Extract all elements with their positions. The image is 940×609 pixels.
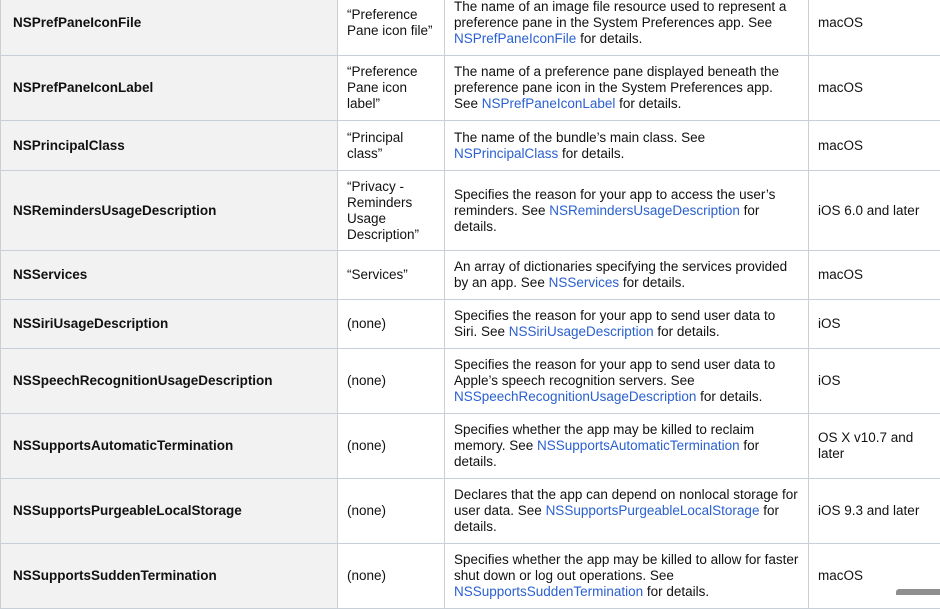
description-suffix: for details. bbox=[696, 389, 762, 404]
name-cell: (none) bbox=[338, 349, 445, 414]
name-cell: (none) bbox=[338, 414, 445, 479]
name-cell: “Principal class” bbox=[338, 121, 445, 171]
doc-link[interactable]: NSPrincipalClass bbox=[454, 146, 558, 161]
doc-link[interactable]: NSSupportsSuddenTermination bbox=[454, 584, 643, 599]
description-text: Declares that the app can depend on nonlocal storage for user data. See bbox=[454, 487, 798, 518]
description-cell bbox=[445, 414, 809, 479]
key-cell: NSSupportsPurgeableLocalStorage bbox=[1, 479, 338, 544]
name-cell: “Services” bbox=[338, 251, 445, 300]
doc-link[interactable]: NSPrefPaneIconLabel bbox=[482, 96, 616, 111]
doc-link[interactable]: NSRemindersUsageDescription bbox=[549, 203, 740, 218]
description-cell bbox=[445, 349, 809, 414]
description-suffix: for details. bbox=[619, 275, 685, 290]
key-cell: NSSiriUsageDescription bbox=[1, 300, 338, 349]
description-text: The name of the bundle’s main class. See bbox=[454, 130, 705, 145]
description-cell bbox=[445, 56, 809, 121]
description-cell bbox=[445, 300, 809, 349]
description-cell bbox=[445, 251, 809, 300]
key-cell: NSPrefPaneIconLabel bbox=[1, 56, 338, 121]
description-text: Specifies whether the app may be killed to allow for faster shut down or log out operations. See bbox=[454, 552, 798, 583]
name-cell: (none) bbox=[338, 544, 445, 609]
name-cell: “Preference Pane icon file” bbox=[338, 0, 445, 56]
platform-cell: macOS bbox=[809, 0, 940, 56]
name-cell: (none) bbox=[338, 479, 445, 544]
doc-link[interactable]: NSSiriUsageDescription bbox=[509, 324, 654, 339]
name-cell: (none) bbox=[338, 300, 445, 349]
key-cell: NSPrincipalClass bbox=[1, 121, 338, 171]
table-row bbox=[1, 0, 940, 56]
table-row bbox=[1, 414, 940, 479]
platform-cell: macOS bbox=[809, 544, 940, 609]
description-suffix: for details. bbox=[454, 203, 759, 234]
description-text: Specifies the reason for your app to send user data to Apple’s speech recognition servers. See bbox=[454, 357, 775, 388]
table-row bbox=[1, 544, 940, 609]
doc-link[interactable]: NSSpeechRecognitionUsageDescription bbox=[454, 389, 696, 404]
platform-cell: macOS bbox=[809, 121, 940, 171]
platform-cell: iOS bbox=[809, 349, 940, 414]
key-cell: NSSupportsSuddenTermination bbox=[1, 544, 338, 609]
table-row bbox=[1, 171, 940, 251]
table-row bbox=[1, 479, 940, 544]
table-row bbox=[1, 121, 940, 171]
platform-cell: OS X v10.7 and later bbox=[809, 414, 940, 479]
doc-link[interactable]: NSSupportsPurgeableLocalStorage bbox=[546, 503, 760, 518]
key-cell: NSSpeechRecognitionUsageDescription bbox=[1, 349, 338, 414]
description-suffix: for details. bbox=[454, 503, 779, 534]
description-cell bbox=[445, 171, 809, 251]
table-row bbox=[1, 251, 940, 300]
description-cell bbox=[445, 479, 809, 544]
description-cell bbox=[445, 0, 809, 56]
platform-cell: macOS bbox=[809, 56, 940, 121]
description-text: Specifies the reason for your app to access the user’s reminders. See bbox=[454, 187, 775, 218]
horizontal-scrollbar-thumb[interactable] bbox=[896, 589, 940, 595]
platform-cell: macOS bbox=[809, 251, 940, 300]
description-text: The name of an image file resource used to represent a preference pane in the System Preferences app. See bbox=[454, 0, 786, 30]
description-cell bbox=[445, 121, 809, 171]
description-text: Specifies the reason for your app to send user data to Siri. See bbox=[454, 308, 775, 339]
description-suffix: for details. bbox=[615, 96, 681, 111]
description-suffix: for details. bbox=[654, 324, 720, 339]
key-cell: NSRemindersUsageDescription bbox=[1, 171, 338, 251]
platform-cell: iOS 9.3 and later bbox=[809, 479, 940, 544]
key-cell: NSServices bbox=[1, 251, 338, 300]
platform-cell: iOS 6.0 and later bbox=[809, 171, 940, 251]
description-text: Specifies whether the app may be killed to reclaim memory. See bbox=[454, 422, 754, 453]
description-text: An array of dictionaries specifying the services provided by an app. See bbox=[454, 259, 787, 290]
platform-cell: iOS bbox=[809, 300, 940, 349]
table-row bbox=[1, 349, 940, 414]
key-cell: NSSupportsAutomaticTermination bbox=[1, 414, 338, 479]
doc-link[interactable]: NSPrefPaneIconFile bbox=[454, 31, 576, 46]
description-suffix: for details. bbox=[643, 584, 709, 599]
key-cell: NSPrefPaneIconFile bbox=[1, 0, 338, 56]
description-cell bbox=[445, 544, 809, 609]
description-text: The name of a preference pane displayed beneath the preference pane icon in the System Preferences app. See bbox=[454, 64, 779, 111]
doc-link[interactable]: NSSupportsAutomaticTermination bbox=[537, 438, 740, 453]
doc-link[interactable]: NSServices bbox=[549, 275, 620, 290]
description-suffix: for details. bbox=[558, 146, 624, 161]
description-suffix: for details. bbox=[576, 31, 642, 46]
name-cell: “Preference Pane icon label” bbox=[338, 56, 445, 121]
table-row bbox=[1, 300, 940, 349]
table-row bbox=[1, 56, 940, 121]
name-cell: “Privacy - Reminders Usage Description” bbox=[338, 171, 445, 251]
description-suffix: for details. bbox=[454, 438, 759, 469]
